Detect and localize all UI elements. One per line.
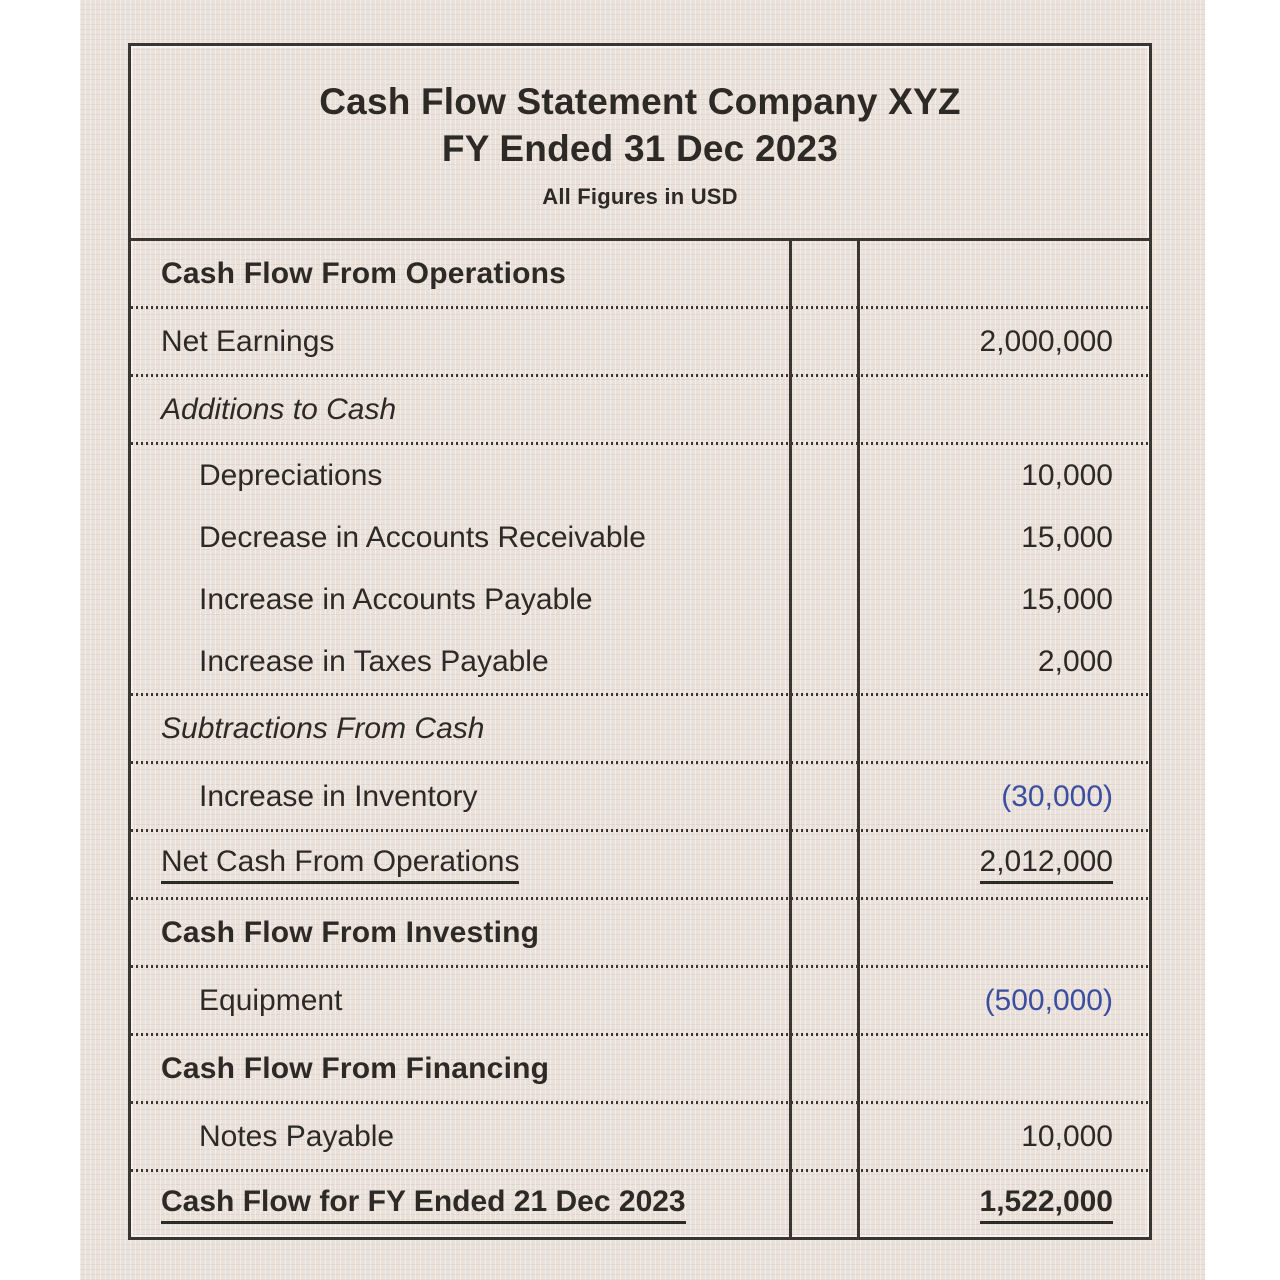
row-net-earnings xyxy=(131,309,1149,374)
row-label: Decrease in Accounts Receivable xyxy=(199,521,646,554)
statement-title-line2: FY Ended 31 Dec 2023 xyxy=(441,128,839,169)
row-label: Depreciations xyxy=(199,459,383,492)
column-divider-right xyxy=(857,241,860,1237)
row-group-additions xyxy=(131,445,1149,693)
row-label xyxy=(131,1185,789,1225)
row-notes-payable xyxy=(131,1104,1149,1169)
row-label: Increase in Inventory xyxy=(199,779,478,813)
group-values xyxy=(857,445,1149,693)
paper-background xyxy=(80,0,1205,1280)
row-value: 15,000 xyxy=(1021,521,1113,554)
statement-header xyxy=(131,46,1149,241)
row-cash-flow-from-operations xyxy=(131,241,1149,306)
row-value: 10,000 xyxy=(1021,1119,1113,1153)
row-value xyxy=(857,845,1149,885)
row-label: Cash Flow From Investing xyxy=(161,915,540,949)
row-label: Equipment xyxy=(199,983,343,1017)
row-cash-flow-for-fy-total xyxy=(131,1172,1149,1237)
row-additions-to-cash xyxy=(131,377,1149,442)
row-equipment xyxy=(131,968,1149,1033)
row-cash-flow-from-financing xyxy=(131,1036,1149,1101)
group-labels xyxy=(131,445,789,693)
cash-flow-statement-table xyxy=(128,43,1152,1240)
row-label: Cash Flow From Financing xyxy=(161,1051,550,1085)
row-label: Cash Flow From Operations xyxy=(161,256,567,290)
row-value: 2,000,000 xyxy=(979,324,1113,358)
row-label: Additions to Cash xyxy=(161,392,397,426)
row-value xyxy=(857,1185,1149,1225)
statement-subtitle: All Figures in USD xyxy=(542,184,738,209)
underlined-label: Net Cash From Operations xyxy=(161,846,519,885)
row-cash-flow-from-investing xyxy=(131,900,1149,965)
statement-body xyxy=(131,241,1149,1237)
row-label: Notes Payable xyxy=(199,1119,395,1153)
underlined-value: 1,522,000 xyxy=(980,1186,1113,1225)
underlined-value: 2,012,000 xyxy=(980,846,1113,885)
row-subtractions-from-cash xyxy=(131,696,1149,761)
underlined-label: Cash Flow for FY Ended 21 Dec 2023 xyxy=(161,1186,686,1225)
row-value: 10,000 xyxy=(1021,459,1113,492)
row-label: Increase in Taxes Payable xyxy=(199,645,549,678)
row-value: 2,000 xyxy=(1037,645,1113,678)
row-value-negative: (30,000) xyxy=(1001,779,1113,813)
column-divider-left xyxy=(789,241,792,1237)
row-net-cash-from-operations xyxy=(131,832,1149,897)
row-label xyxy=(131,845,789,885)
row-label: Subtractions From Cash xyxy=(161,711,485,745)
row-label: Net Earnings xyxy=(161,324,335,358)
row-value: 15,000 xyxy=(1021,583,1113,616)
row-label: Increase in Accounts Payable xyxy=(199,583,593,616)
row-value-negative: (500,000) xyxy=(984,983,1113,1017)
row-increase-in-inventory xyxy=(131,764,1149,829)
statement-title-line1: Cash Flow Statement Company XYZ xyxy=(319,81,961,122)
